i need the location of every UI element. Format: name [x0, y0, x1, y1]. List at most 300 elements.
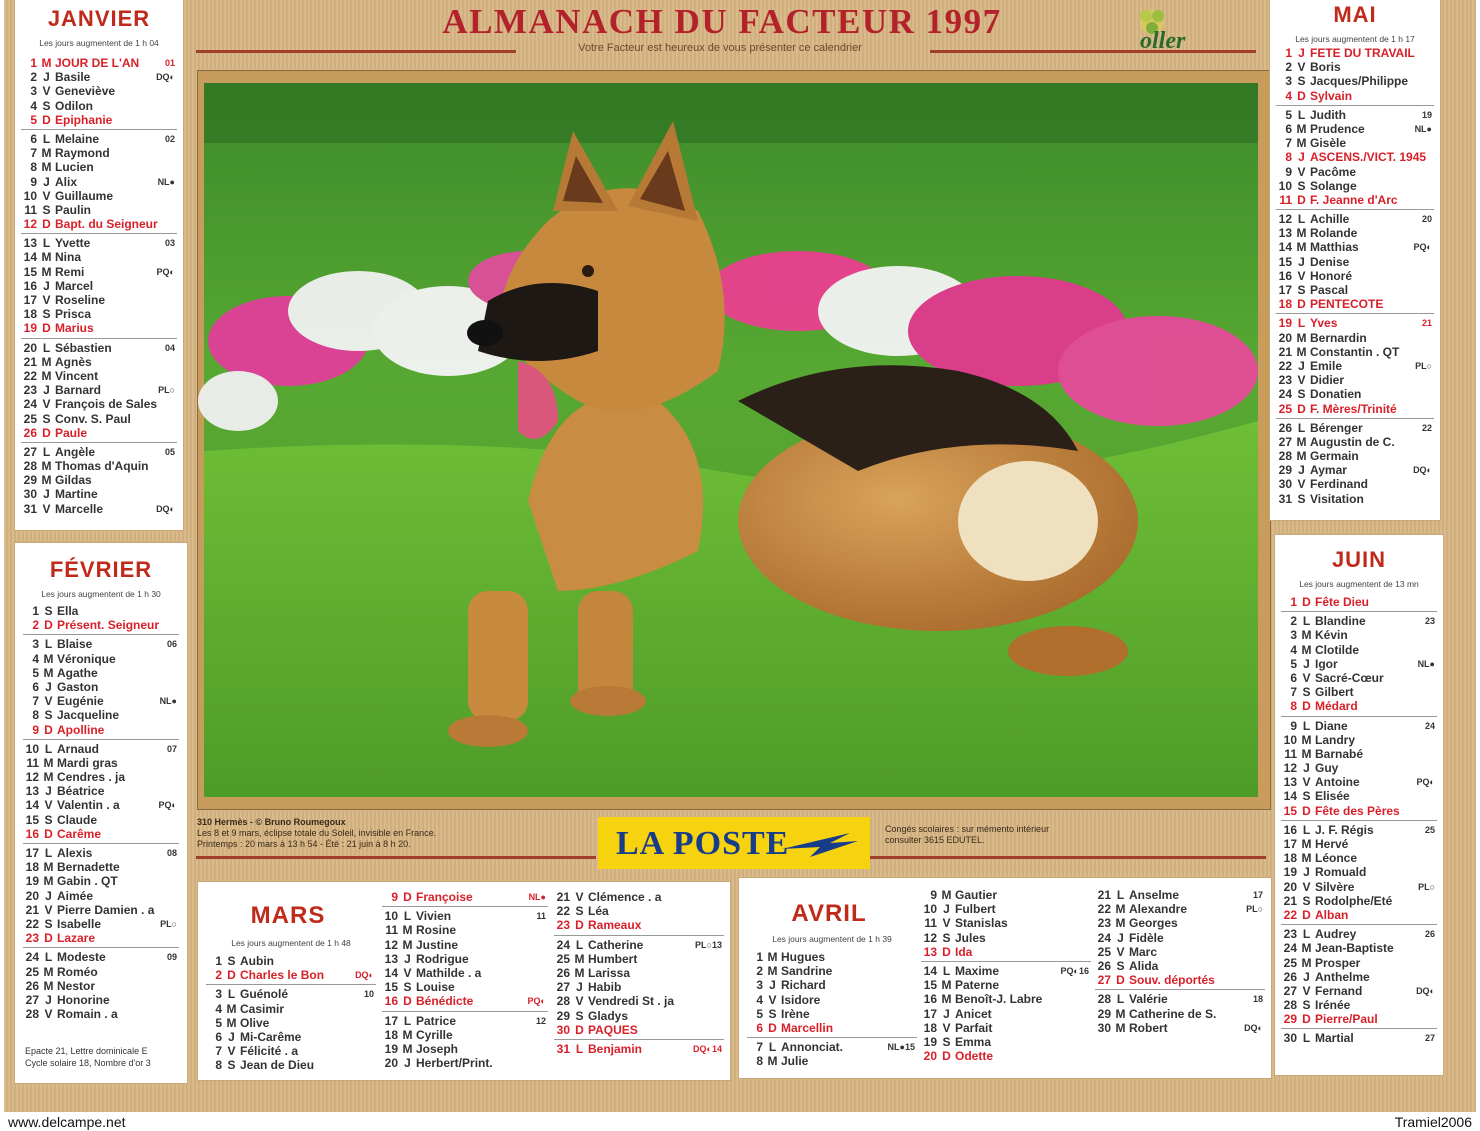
- day-row: [21, 160, 177, 174]
- day-row: [747, 978, 917, 992]
- day-number: 29: [1278, 463, 1292, 478]
- weekday-letter: M: [402, 937, 413, 952]
- day-row: [206, 1030, 376, 1044]
- weekday-letter: J: [1303, 969, 1310, 984]
- footer-left[interactable]: www.delcampe.net: [8, 1114, 126, 1130]
- day-extra: PQ◐: [1416, 777, 1435, 788]
- day-number: 13: [923, 944, 937, 959]
- saint-name: Rosine: [416, 923, 457, 938]
- day-extra: 02: [164, 133, 175, 144]
- day-number: 23: [1097, 916, 1111, 931]
- day-number: 13: [384, 951, 398, 966]
- day-row: [21, 473, 177, 487]
- day-extra: 19: [1421, 109, 1432, 120]
- day-number: 13: [1283, 775, 1297, 790]
- saint-name: Gabin . QT: [57, 874, 118, 889]
- weekday-letter: J: [45, 784, 52, 799]
- day-list: [747, 950, 917, 1069]
- weekday-letter: M: [1301, 628, 1312, 643]
- day-number: 22: [1283, 907, 1297, 922]
- week-separator: [921, 961, 1091, 962]
- day-list: [382, 890, 548, 1070]
- day-extra: PL○: [1246, 904, 1263, 915]
- weekday-letter: S: [42, 411, 51, 426]
- weekday-letter: V: [42, 84, 51, 99]
- saint-name: Yves: [1310, 316, 1338, 331]
- day-number: 23: [1278, 373, 1292, 388]
- day-number: 20: [1278, 330, 1292, 345]
- saint-name: Judith: [1310, 107, 1346, 122]
- day-number: 9: [930, 888, 937, 902]
- day-row: [554, 938, 724, 952]
- weekday-letter: S: [1302, 685, 1311, 700]
- saint-name: Benjamin: [588, 1041, 643, 1056]
- weekday-letter: D: [44, 722, 53, 737]
- day-row: [21, 189, 177, 203]
- day-number: 25: [25, 964, 39, 979]
- day-row: [21, 132, 177, 146]
- day-number: 10: [1283, 732, 1297, 747]
- day-extra: 07: [166, 743, 177, 754]
- day-row: [1276, 60, 1434, 74]
- weekday-letter: M: [574, 951, 585, 966]
- day-row: [747, 1007, 917, 1021]
- day-number: 14: [384, 965, 398, 980]
- weekday-letter: V: [1116, 944, 1125, 959]
- saint-name: Ella: [57, 604, 79, 618]
- week-separator: [382, 1011, 548, 1012]
- saint-name: Roseline: [55, 293, 106, 307]
- day-row: [1276, 463, 1434, 477]
- weekday-letter: V: [44, 902, 53, 917]
- week-separator: [21, 129, 177, 130]
- weekday-letter: D: [1297, 297, 1306, 312]
- weekday-letter: L: [42, 236, 51, 251]
- saint-name: Stanislas: [955, 916, 1008, 931]
- week-separator: [1281, 924, 1437, 925]
- day-number: 5: [215, 1015, 222, 1030]
- saint-name: Fidèle: [1129, 930, 1164, 945]
- week-separator: [21, 233, 177, 234]
- saint-name: Julie: [781, 1054, 809, 1069]
- day-number: 4: [1290, 642, 1297, 657]
- saint-name: Alexis: [57, 846, 93, 860]
- month-info: Les jours augmentent de 1 h 30: [41, 589, 161, 599]
- saint-name: Mi-Carême: [240, 1029, 302, 1044]
- weekday-letter: S: [1302, 998, 1311, 1013]
- weekday-letter: M: [1301, 941, 1312, 956]
- weekday-letter: L: [768, 1040, 777, 1055]
- weekday-letter: V: [1297, 373, 1306, 388]
- saint-name: Isidore: [781, 992, 821, 1007]
- weekday-letter: D: [942, 944, 951, 959]
- day-row: [23, 652, 179, 666]
- saint-name: Patrice: [416, 1013, 457, 1028]
- saint-name: Rodrigue: [416, 951, 469, 966]
- day-number: 11: [24, 202, 37, 217]
- saint-name: F. Mères/Trinité: [1310, 401, 1397, 416]
- day-list: [554, 890, 724, 1056]
- weekday-letter: S: [1302, 789, 1311, 804]
- month-info: Les jours augmentent de 1 h 48: [231, 938, 351, 948]
- saint-name: Vincent: [55, 368, 99, 383]
- saint-name: Silvère: [1315, 879, 1355, 894]
- saint-name: Fête des Pères: [1315, 803, 1400, 818]
- day-row: [1281, 851, 1437, 865]
- day-number: 12: [384, 937, 398, 952]
- day-number: 16: [1283, 822, 1297, 837]
- day-row: [747, 1021, 917, 1035]
- day-extra: NL●: [1414, 123, 1432, 134]
- weekday-letter: D: [1302, 907, 1311, 922]
- saint-name: Barnabé: [1315, 746, 1364, 761]
- weekday-letter: M: [1296, 136, 1307, 151]
- saint-name: Marcel: [55, 278, 94, 293]
- saint-name: J. F. Régis: [1315, 822, 1374, 837]
- weekday-letter: M: [1115, 916, 1126, 931]
- weekday-letter: D: [403, 890, 412, 904]
- saint-name: Blandine: [1315, 614, 1366, 629]
- weekday-letter: S: [42, 202, 51, 217]
- weekday-letter: M: [402, 923, 413, 938]
- saint-name: Agnès: [55, 354, 92, 369]
- weekday-letter: M: [226, 1015, 237, 1030]
- weekday-letter: D: [403, 994, 412, 1009]
- day-row: [1276, 108, 1434, 122]
- saint-name: Humbert: [588, 951, 638, 966]
- day-number: 22: [25, 916, 39, 931]
- day-row: [747, 1040, 917, 1054]
- day-row: [23, 860, 179, 874]
- weekday-letter: S: [1297, 491, 1306, 506]
- weekday-letter: S: [1116, 958, 1125, 973]
- weekday-letter: M: [43, 874, 54, 889]
- weekday-letter: S: [44, 916, 53, 931]
- weekday-letter: J: [43, 487, 50, 502]
- day-extra: NL●: [528, 892, 546, 902]
- day-row: [747, 964, 917, 978]
- weekday-letter: D: [44, 931, 53, 946]
- day-row: [23, 708, 179, 722]
- saint-name: Carême: [57, 826, 102, 841]
- saint-name: Véronique: [57, 651, 116, 666]
- day-extra: PQ◐: [1413, 242, 1432, 253]
- day-number: 26: [556, 965, 570, 980]
- weekday-letter: S: [1297, 283, 1306, 297]
- weekday-letter: L: [227, 987, 236, 1002]
- weekday-letter: V: [42, 501, 51, 516]
- day-row: [1281, 1031, 1437, 1045]
- day-row: [1281, 970, 1437, 984]
- day-number: 17: [23, 293, 37, 307]
- day-row: [21, 265, 177, 279]
- day-number: 7: [1285, 136, 1292, 151]
- day-number: 13: [23, 236, 37, 251]
- saint-name: Claude: [57, 812, 98, 827]
- saint-name: Sébastien: [55, 340, 112, 355]
- saint-name: Agathe: [57, 665, 98, 680]
- day-row: [1095, 916, 1265, 930]
- saint-name: Epiphanie: [55, 112, 113, 127]
- weekday-letter: V: [1302, 775, 1311, 790]
- day-row: [23, 742, 179, 756]
- day-row: [21, 217, 177, 231]
- day-row: [1281, 747, 1437, 761]
- saint-name: Honorine: [57, 992, 110, 1007]
- day-number: 21: [1278, 344, 1292, 359]
- saint-name: Habib: [588, 980, 622, 995]
- day-number: 20: [1283, 879, 1297, 894]
- weekday-letter: M: [41, 56, 52, 70]
- day-list: [921, 888, 1091, 1063]
- day-extra: NL●: [157, 176, 175, 187]
- day-row: [921, 1035, 1091, 1049]
- saint-name: Alix: [55, 174, 78, 189]
- day-number: 3: [30, 84, 37, 99]
- saint-name: Jacques/Philippe: [1310, 74, 1409, 89]
- weekday-letter: V: [942, 916, 951, 931]
- day-row: [21, 426, 177, 440]
- saint-name: Souv. déportés: [1129, 973, 1215, 988]
- day-list: [1276, 46, 1434, 506]
- day-number: 16: [384, 994, 398, 1009]
- weekday-letter: D: [1297, 401, 1306, 416]
- day-extra: DQ◐: [1244, 1022, 1263, 1033]
- day-number: 15: [1283, 803, 1297, 818]
- week-separator: [23, 947, 179, 948]
- weekday-letter: V: [1297, 268, 1306, 283]
- saint-name: Justine: [416, 937, 459, 952]
- week-separator: [1281, 716, 1437, 717]
- saint-name: Basile: [55, 70, 91, 85]
- day-number: 5: [1290, 656, 1297, 671]
- saint-name: Romuald: [1315, 865, 1367, 880]
- weekday-letter: V: [1297, 164, 1306, 179]
- day-number: 21: [556, 890, 570, 904]
- day-extra: PL○: [1415, 360, 1432, 371]
- saint-name: Valentin . a: [57, 798, 120, 813]
- day-number: 16: [23, 278, 37, 293]
- oller-logo: [1130, 4, 1224, 54]
- day-row: [23, 770, 179, 784]
- day-number: 12: [25, 770, 39, 785]
- day-row: [1281, 941, 1437, 955]
- weekday-letter: J: [404, 1056, 411, 1071]
- saint-name: Arnaud: [57, 741, 99, 756]
- day-row: [382, 952, 548, 966]
- week-separator: [23, 843, 179, 844]
- day-number: 25: [1283, 955, 1297, 970]
- saint-name: Fulbert: [955, 902, 996, 917]
- week-separator: [1281, 611, 1437, 612]
- day-number: 6: [1290, 670, 1297, 685]
- saint-name: Apolline: [57, 722, 105, 737]
- weekday-letter: M: [402, 1027, 413, 1042]
- saint-name: Alida: [1129, 958, 1159, 973]
- weekday-letter: V: [227, 1044, 236, 1059]
- weekday-letter: J: [45, 888, 52, 903]
- day-number: 10: [23, 188, 37, 203]
- saint-name: Romain . a: [57, 1007, 118, 1022]
- week-separator: [21, 442, 177, 443]
- day-number: 8: [1285, 150, 1292, 165]
- day-number: 31: [1278, 491, 1292, 506]
- epact-note-line2: Cycle solaire 18, Nombre d'or 3: [25, 1058, 151, 1068]
- day-number: 17: [923, 1006, 937, 1021]
- weekday-letter: V: [42, 293, 51, 307]
- weekday-letter: J: [1298, 46, 1305, 60]
- day-number: 3: [1285, 74, 1292, 89]
- day-number: 29: [23, 473, 37, 488]
- day-row: [23, 637, 179, 651]
- day-number: 20: [384, 1056, 398, 1071]
- photo-caption-line3: Printemps : 20 mars à 13 h 54 - Été : 21 juin à 8 h 20.: [197, 839, 411, 849]
- day-number: 22: [556, 904, 570, 919]
- month-card-fevrier: [15, 543, 187, 1083]
- day-row: [23, 931, 179, 945]
- day-row: [206, 987, 376, 1001]
- header-rule-left: [196, 50, 516, 53]
- day-number: 26: [1097, 958, 1111, 973]
- day-list: [23, 604, 179, 1021]
- day-row: [23, 827, 179, 841]
- weekday-letter: S: [575, 904, 584, 919]
- day-extra: 11: [536, 911, 546, 922]
- day-row: [1095, 973, 1265, 987]
- saint-name: Angèle: [55, 444, 96, 459]
- day-extra: PL○: [158, 385, 175, 396]
- saint-name: Nestor: [57, 978, 96, 993]
- day-row: [1276, 255, 1434, 269]
- saint-name: Alban: [1315, 907, 1349, 922]
- weekday-letter: L: [1302, 927, 1311, 942]
- day-extra: PL○: [160, 918, 177, 929]
- month-card-janvier: [15, 0, 183, 530]
- day-extra: 17: [1252, 890, 1263, 900]
- day-row: [1281, 671, 1437, 685]
- day-row: [1281, 628, 1437, 642]
- day-number: 1: [30, 56, 37, 70]
- day-row: [21, 307, 177, 321]
- day-row: [1276, 226, 1434, 240]
- day-number: 5: [32, 665, 39, 680]
- day-row: [554, 966, 724, 980]
- saint-name: Hugues: [781, 950, 826, 964]
- day-row: [1095, 902, 1265, 916]
- weekday-letter: S: [42, 307, 51, 322]
- week-separator: [1095, 989, 1265, 990]
- weekday-letter: D: [942, 1049, 951, 1064]
- saint-name: Prudence: [1310, 121, 1365, 136]
- day-number: 1: [756, 950, 763, 964]
- weekday-letter: S: [1302, 893, 1311, 908]
- day-row: [1276, 331, 1434, 345]
- saint-name: Vivien: [416, 909, 452, 924]
- day-number: 6: [756, 1020, 763, 1035]
- weekday-letter: L: [1116, 992, 1125, 1007]
- saint-name: Gautier: [955, 888, 998, 902]
- day-row: [1281, 823, 1437, 837]
- day-number: 3: [215, 987, 222, 1002]
- weekday-letter: J: [1303, 865, 1310, 880]
- day-row: [21, 321, 177, 335]
- saint-name: Remi: [55, 264, 85, 279]
- day-row: [554, 980, 724, 994]
- weekday-letter: J: [404, 951, 411, 966]
- day-number: 28: [1283, 998, 1297, 1013]
- day-row: [1276, 240, 1434, 254]
- day-number: 2: [1285, 60, 1292, 75]
- saint-name: Emma: [955, 1034, 992, 1049]
- day-row: [21, 355, 177, 369]
- day-number: 28: [1278, 449, 1292, 464]
- week-separator: [1276, 418, 1434, 419]
- day-number: 30: [1283, 1031, 1297, 1046]
- day-row: [382, 1056, 548, 1070]
- day-number: 27: [1278, 434, 1292, 449]
- day-number: 16: [1278, 268, 1292, 283]
- day-number: 19: [384, 1041, 398, 1056]
- day-row: [1276, 74, 1434, 88]
- day-number: 18: [23, 307, 37, 322]
- day-row: [921, 902, 1091, 916]
- day-row: [747, 993, 917, 1007]
- day-row: [1276, 122, 1434, 136]
- saint-name: Nina: [55, 250, 82, 265]
- day-number: 27: [556, 980, 570, 995]
- week-separator: [382, 906, 548, 907]
- day-row: [206, 968, 376, 982]
- month-name: JANVIER: [47, 6, 151, 31]
- day-row: [21, 279, 177, 293]
- day-number: 1: [1285, 46, 1292, 60]
- saint-name: Didier: [1310, 373, 1345, 388]
- day-row: [23, 813, 179, 827]
- epact-note: [25, 1045, 151, 1069]
- day-row: [23, 874, 179, 888]
- week-separator: [1281, 1028, 1437, 1029]
- saint-name: Bérenger: [1310, 420, 1363, 435]
- day-number: 21: [1283, 893, 1297, 908]
- day-row: [21, 84, 177, 98]
- day-number: 2: [215, 968, 222, 983]
- weekday-letter: D: [1302, 1012, 1311, 1027]
- saint-name: Diane: [1315, 718, 1348, 733]
- weekday-letter: L: [575, 937, 584, 952]
- day-row: [554, 1042, 724, 1056]
- day-extra: NL●: [1417, 658, 1435, 669]
- saint-name: Emile: [1310, 358, 1343, 373]
- saint-name: ASCENS./VICT. 1945: [1310, 150, 1427, 165]
- day-number: 8: [756, 1054, 763, 1069]
- weekday-letter: L: [575, 1041, 584, 1056]
- saint-name: Catherine: [588, 937, 644, 952]
- day-row: [1281, 956, 1437, 970]
- day-list: [21, 56, 177, 516]
- weekday-letter: D: [1302, 595, 1311, 609]
- saint-name: Igor: [1315, 656, 1338, 671]
- month-name: JUIN: [1331, 547, 1387, 572]
- day-row: [554, 994, 724, 1008]
- day-number: 3: [1290, 628, 1297, 643]
- day-row: [21, 236, 177, 250]
- weekday-letter: S: [942, 930, 951, 945]
- day-number: 23: [556, 918, 570, 933]
- weekday-letter: L: [1297, 107, 1306, 122]
- day-number: 9: [1290, 718, 1297, 733]
- day-row: [1095, 1021, 1265, 1035]
- saint-name: Bénédicte: [416, 994, 474, 1009]
